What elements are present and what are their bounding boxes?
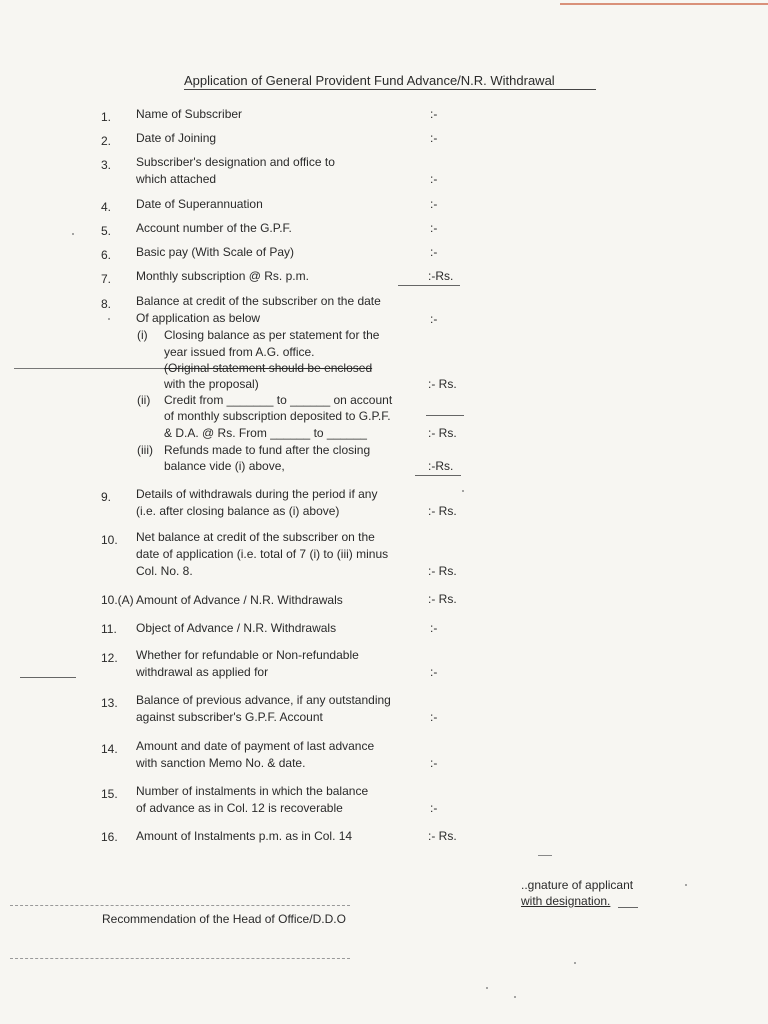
item-8-sub-3-line-1: Refunds made to fund after the closing [164,443,371,457]
item-10a-colon: :- Rs. [428,592,457,606]
item-5-label: Account number of the G.P.F. [136,221,292,235]
item-2-colon: :- [430,131,438,145]
item-9-label-line-1: Details of withdrawals during the period if any [136,487,378,501]
item-14-label-line-1: Amount and date of payment of last advance [136,739,375,753]
item-12-label-line-2: withdrawal as applied for [136,665,269,679]
item-8-sub-3-line-2: balance vide (i) above, [164,459,285,473]
item-1-label: Name of Subscriber [136,107,243,121]
item-2-label: Date of Joining [136,131,217,145]
item-10-colon: :- Rs. [428,564,457,578]
divider-rule-1 [10,905,350,906]
item-6-label: Basic pay (With Scale of Pay) [136,245,295,259]
item-14-number: 14. [101,742,118,756]
item-12-label-line-1: Whether for refundable or Non-refundable [136,648,359,662]
item-16-colon: :- Rs. [428,829,457,843]
scan-speck [514,996,516,998]
item-9-number: 9. [101,490,112,504]
item-7-number: 7. [101,272,112,286]
signature-label-line-1: ..gnature of applicant [521,878,634,892]
item-1-colon: :- [430,107,438,121]
item-6-colon: :- [430,245,438,259]
item-11-label: Object of Advance / N.R. Withdrawals [136,621,337,635]
item-10-label-line-3: Col. No. 8. [136,564,193,578]
item-10a-number: 10.(A) [101,593,134,607]
item-8-sub-2-line-1: Credit from _______ to ______ on account [164,393,393,407]
item-8-sub-1-line-1: Closing balance as per statement for the [164,328,380,342]
scan-speck [685,884,687,886]
item-15-number: 15. [101,787,118,801]
item-8-number: 8. [101,297,112,311]
stray-mark [538,855,552,856]
item-8-sub-2-line-3: & D.A. @ Rs. From ______ to ______ [164,426,367,440]
item-10-number: 10. [101,533,118,547]
recommendation-heading: Recommendation of the Head of Office/D.D.O [102,912,346,926]
item-15-colon: :- [430,801,438,815]
item-9-colon: :- Rs. [428,504,457,518]
item-15-label-line-1: Number of instalments in which the balance [136,784,369,798]
item-3-label-line-1: Subscriber's designation and office to [136,155,335,169]
item-13-colon: :- [430,710,438,724]
item-8-sub-1-colon: :- Rs. [428,377,457,391]
item-3-colon: :- [430,172,438,186]
scan-speck [108,318,110,320]
item-13-label-line-1: Balance of previous advance, if any outstanding [136,693,391,707]
item-3-label-line-2: which attached [136,172,217,186]
item-2-number: 2. [101,134,112,148]
item-12-number: 12. [101,651,118,665]
item-3-number: 3. [101,158,112,172]
item-5-number: 5. [101,224,112,238]
item-7-colon: :-Rs. [428,269,454,283]
margin-rule-2 [20,677,76,678]
item-10-label-line-2: date of application (i.e. total of 7 (i) to (iii) minus [136,547,389,561]
margin-rule-1 [14,368,164,369]
item-8-sub-1-line-4: with the proposal) [164,377,259,391]
item-9-label-line-2: (i.e. after closing balance as (i) above) [136,504,340,518]
item-5-colon: :- [430,221,438,235]
item-14-colon: :- [430,756,438,770]
form-title: Application of General Provident Fund Advance/N.R. Withdrawal [184,73,596,90]
item-12-colon: :- [430,665,438,679]
signature-label-line-2: with designation. [521,894,611,908]
item-11-number: 11. [101,622,117,636]
item-16-number: 16. [101,830,118,844]
signature-underline [618,907,638,908]
scan-speck [486,987,488,989]
item-13-number: 13. [101,696,118,710]
item-4-colon: :- [430,197,438,211]
item-8-sub-3-underline [415,475,461,476]
item-8-sub-1-number: (i) [137,328,148,342]
divider-rule-2 [10,958,350,959]
item-15-label-line-2: of advance as in Col. 12 is recoverable [136,801,343,815]
item-7-underline [398,285,460,286]
item-8-sub-1-line-2: year issued from A.G. office. [164,345,315,359]
item-7-label: Monthly subscription @ Rs. p.m. [136,269,309,283]
scan-speck [574,962,576,964]
item-6-number: 6. [101,248,112,262]
item-16-label: Amount of Instalments p.m. as in Col. 14 [136,829,353,843]
scan-speck [72,233,74,235]
item-4-number: 4. [101,200,112,214]
item-8-label-line-2: Of application as below [136,311,261,325]
item-1-number: 1. [101,110,112,124]
item-8-sub-2-colon: :- Rs. [428,426,457,440]
item-10-label-line-1: Net balance at credit of the subscriber on the [136,530,375,544]
item-8-sub-2-line-2: of monthly subscription deposited to G.P.F. [164,409,391,423]
item-8-sub-3-colon: :-Rs. [428,459,454,473]
scan-edge-mark [560,3,768,5]
item-10a-label: Amount of Advance / N.R. Withdrawals [136,593,343,607]
item-8-sub-2-rule [426,415,464,416]
item-8-label-line-1: Balance at credit of the subscriber on the date [136,294,381,308]
item-8-colon: :- [430,312,438,326]
item-8-sub-3-number: (iii) [137,443,153,457]
item-8-sub-2-number: (ii) [137,393,151,407]
scan-speck [462,490,464,492]
item-11-colon: :- [430,621,438,635]
item-14-label-line-2: with sanction Memo No. & date. [136,756,306,770]
item-13-label-line-2: against subscriber's G.P.F. Account [136,710,323,724]
item-4-label: Date of Superannuation [136,197,263,211]
item-8-sub-1-line-3: (Original statement should be enclosed [164,361,373,375]
